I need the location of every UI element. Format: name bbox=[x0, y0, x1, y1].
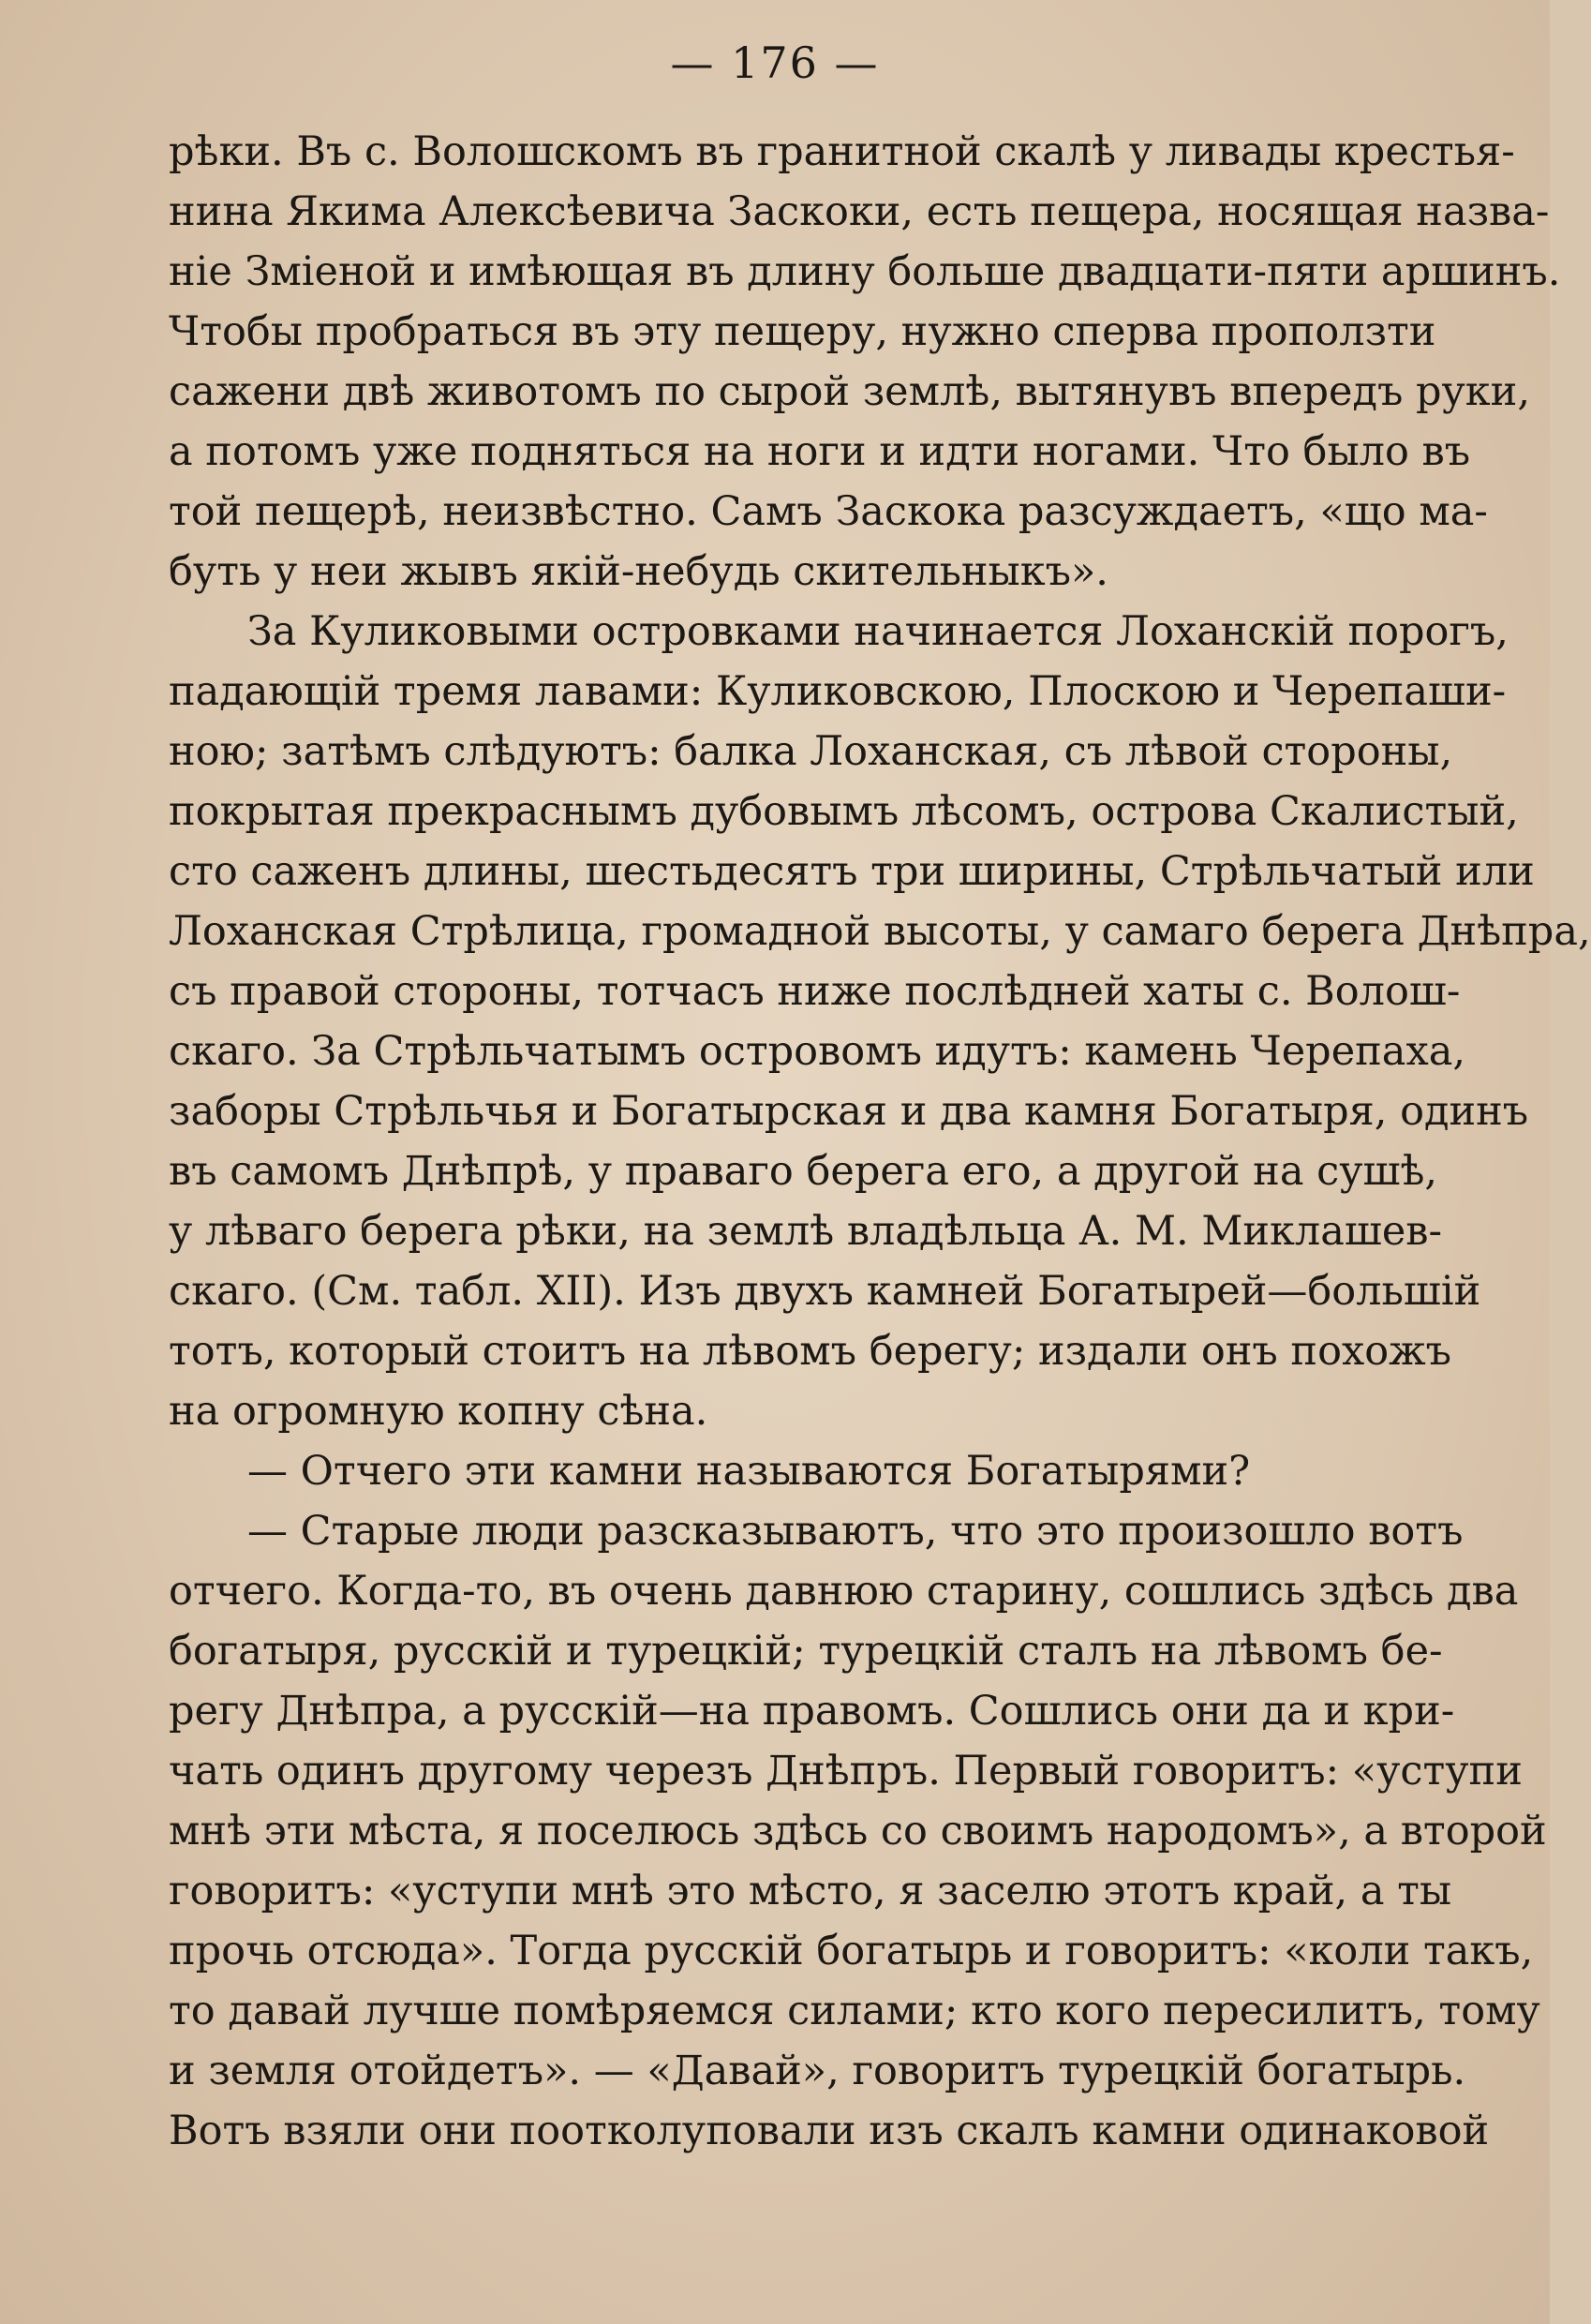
text-line: ною; затѣмъ слѣдуютъ: балка Лоханская, съ лѣвой стороны, bbox=[169, 728, 1453, 775]
text-line: — Старые люди разсказываютъ, что это произошло вотъ bbox=[247, 1508, 1464, 1555]
text-line: то давай лучше помѣряемся силами; кто кого пересилитъ, тому bbox=[169, 1988, 1540, 2034]
text-line: у лѣваго берега рѣки, на землѣ владѣльца А. М. Миклашев- bbox=[169, 1208, 1443, 1255]
text-line: той пещерѣ, неизвѣстно. Самъ Заскока разсуждаетъ, «що ма- bbox=[169, 488, 1488, 535]
text-line: За Куликовыми островками начинается Лоханскій порогъ, bbox=[247, 608, 1509, 655]
text-line: покрытая прекраснымъ дубовымъ лѣсомъ, острова Скалистый, bbox=[169, 788, 1519, 835]
text-line: тотъ, который стоитъ на лѣвомъ берегу; издали онъ похожъ bbox=[169, 1328, 1452, 1375]
text-line: регу Днѣпра, а русскій—на правомъ. Сошлись они да и кри- bbox=[169, 1688, 1455, 1735]
body-text bbox=[169, 122, 1591, 2161]
text-line: отчего. Когда-то, въ очень давнюю старину, сошлись здѣсь два bbox=[169, 1568, 1519, 1615]
text-line: прочь отсюда». Тогда русскій богатырь и говоритъ: «коли такъ, bbox=[169, 1928, 1534, 1974]
text-line: заборы Стрѣльчья и Богатырская и два камня Богатыря, одинъ bbox=[169, 1088, 1529, 1135]
text-line: нина Якима Алексѣевича Заскоки, есть пещера, носящая назва- bbox=[169, 188, 1550, 235]
text-line: говоритъ: «уступи мнѣ это мѣсто, я заселю этотъ край, а ты bbox=[169, 1868, 1452, 1914]
text-line: а потомъ уже подняться на ноги и идти ногами. Что было въ bbox=[169, 428, 1471, 475]
text-line: падающій тремя лавами: Куликовскою, Плоскою и Черепаши- bbox=[169, 668, 1507, 715]
page-number: — 176 — bbox=[670, 37, 880, 88]
text-line: и земля отойдетъ». — «Давай», говоритъ турецкій богатырь. bbox=[169, 2048, 1466, 2094]
text-line: — Отчего эти камни называются Богатырями? bbox=[247, 1448, 1251, 1495]
text-line: на огромную копну сѣна. bbox=[169, 1388, 708, 1435]
text-line: сто саженъ длины, шестьдесятъ три ширины, Стрѣльчатый или bbox=[169, 848, 1535, 895]
text-line: скаго. За Стрѣльчатымъ островомъ идутъ: камень Черепаха, bbox=[169, 1028, 1465, 1075]
text-line: чать одинъ другому черезъ Днѣпръ. Первый говоритъ: «уступи bbox=[169, 1748, 1523, 1795]
text-line: Вотъ взяли они поотколуповали изъ скалъ камни одинаковой bbox=[169, 2108, 1490, 2154]
text-line: сажени двѣ животомъ по сырой землѣ, вытянувъ впередъ руки, bbox=[169, 368, 1531, 415]
text-line: въ самомъ Днѣпрѣ, у праваго берега его, а другой на сушѣ, bbox=[169, 1148, 1438, 1195]
text-line: съ правой стороны, тотчасъ ниже послѣдней хаты с. Волош- bbox=[169, 968, 1461, 1015]
text-line: богатыря, русскій и турецкій; турецкій сталъ на лѣвомъ бе- bbox=[169, 1628, 1443, 1675]
text-line: рѣки. Въ с. Волошскомъ въ гранитной скалѣ у ливады крестья- bbox=[169, 128, 1515, 175]
text-line: мнѣ эти мѣста, я поселюсь здѣсь со своимъ народомъ», а второй bbox=[169, 1808, 1547, 1855]
text-line: Чтобы пробраться въ эту пещеру, нужно сперва проползти bbox=[169, 308, 1436, 355]
text-line: буть у неи жывъ якій-небудь скительныкъ». bbox=[169, 548, 1108, 595]
text-line: ніе Зміеной и имѣющая въ длину больше двадцати-пяти аршинъ. bbox=[169, 248, 1561, 295]
text-line: скаго. (См. табл. XII). Изъ двухъ камней Богатырей—большій bbox=[169, 1268, 1481, 1315]
text-line: Лоханская Стрѣлица, громадной высоты, у самаго берега Днѣпра, bbox=[169, 908, 1591, 955]
